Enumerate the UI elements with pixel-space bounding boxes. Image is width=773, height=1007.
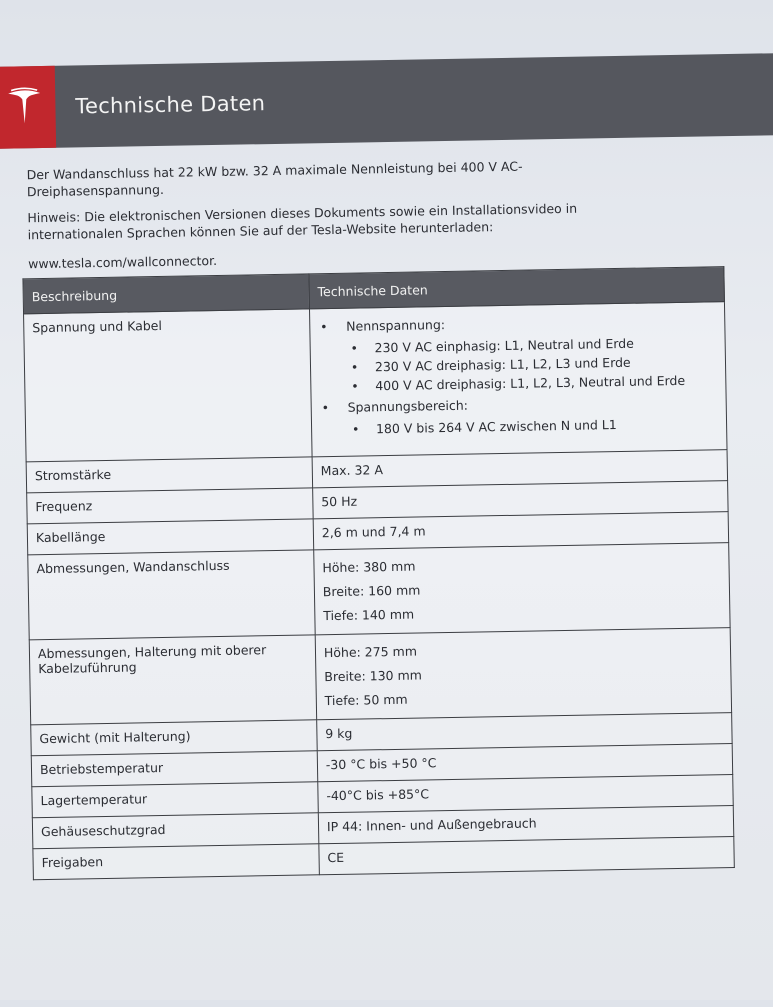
voltage-list	[318, 310, 718, 439]
list-item: • 180 V bis 264 V AC zwischen N und L1	[348, 413, 718, 438]
row-value	[314, 543, 731, 635]
table-row-voltage	[24, 302, 727, 462]
list-item: • 230 V AC einphasig: L1, Neutral und Erde	[346, 332, 716, 357]
row-value: IP 44: Innen- und Außengebrauch	[318, 806, 734, 844]
dimension-height: Höhe: 380 mm	[322, 558, 416, 576]
voltage-range-heading: Spannungsbereich:	[347, 397, 469, 415]
table-row-bracket-dimensions	[29, 628, 731, 725]
row-label: Betriebstemperatur	[31, 751, 317, 787]
list-item	[318, 310, 717, 396]
page-header	[0, 53, 773, 149]
row-label: Abmessungen, Halterung mit oberer Kabelzuführung	[29, 635, 316, 725]
list-item	[319, 391, 718, 439]
tesla-logo-icon	[5, 87, 44, 128]
row-label: Freigaben	[33, 844, 319, 880]
dimension-height: Höhe: 275 mm	[323, 643, 418, 661]
table-row-wall-dimensions	[28, 543, 730, 640]
intro-paragraph-power: Der Wandanschluss hat 22 kW bzw. 32 A maximale Nennleistung bei 400 V AC-Dreiphasenspannung.	[26, 158, 523, 200]
row-label: Frequenz	[27, 488, 313, 524]
page-title: Technische Daten	[75, 91, 266, 119]
dimension-depth: Tiefe: 140 mm	[323, 606, 415, 624]
row-label: Kabellänge	[27, 519, 313, 555]
nominal-voltage-list	[346, 332, 717, 395]
row-value: 9 kg	[317, 713, 733, 751]
row-value: Max. 32 A	[312, 450, 728, 488]
intro-text	[26, 155, 647, 252]
row-value: CE	[319, 837, 735, 875]
row-label: Spannung und Kabel	[24, 309, 312, 462]
row-label: Abmessungen, Wandanschluss	[28, 550, 315, 640]
nominal-voltage-heading: Nennspannung:	[346, 317, 446, 334]
dimension-width: Breite: 160 mm	[322, 582, 421, 600]
row-value	[309, 302, 727, 457]
row-value	[315, 628, 732, 720]
dimension-depth: Tiefe: 50 mm	[324, 691, 408, 709]
row-label: Stromstärke	[26, 457, 312, 493]
website-url: www.tesla.com/wallconnector.	[28, 252, 218, 272]
row-value: -40°C bis +85°C	[318, 775, 734, 813]
list-item: • 230 V AC dreiphasig: L1, L2, L3 und Erde	[347, 351, 717, 376]
row-label: Gewicht (mit Halterung)	[31, 720, 317, 756]
row-value: 2,6 m und 7,4 m	[313, 512, 729, 550]
column-header-description: Beschreibung	[23, 274, 309, 314]
tesla-logo	[0, 66, 56, 149]
column-header-specs: Technische Daten	[309, 267, 725, 309]
row-label: Lagertemperatur	[32, 782, 318, 818]
voltage-range-list	[348, 413, 718, 438]
row-value: -30 °C bis +50 °C	[317, 744, 733, 782]
list-item: • 400 V AC dreiphasig: L1, L2, L3, Neutral und Erde	[347, 370, 717, 395]
row-label: Gehäuseschutzgrad	[32, 813, 318, 849]
dimension-width: Breite: 130 mm	[324, 667, 423, 685]
row-value: 50 Hz	[313, 481, 729, 519]
spec-table	[22, 266, 734, 880]
intro-paragraph-note: Hinweis: Die elektronischen Versionen dieses Dokuments sowie ein Installationsvideo in internationalen Sprachen können Sie auf der Tesla-Website herunterladen:	[27, 200, 578, 243]
